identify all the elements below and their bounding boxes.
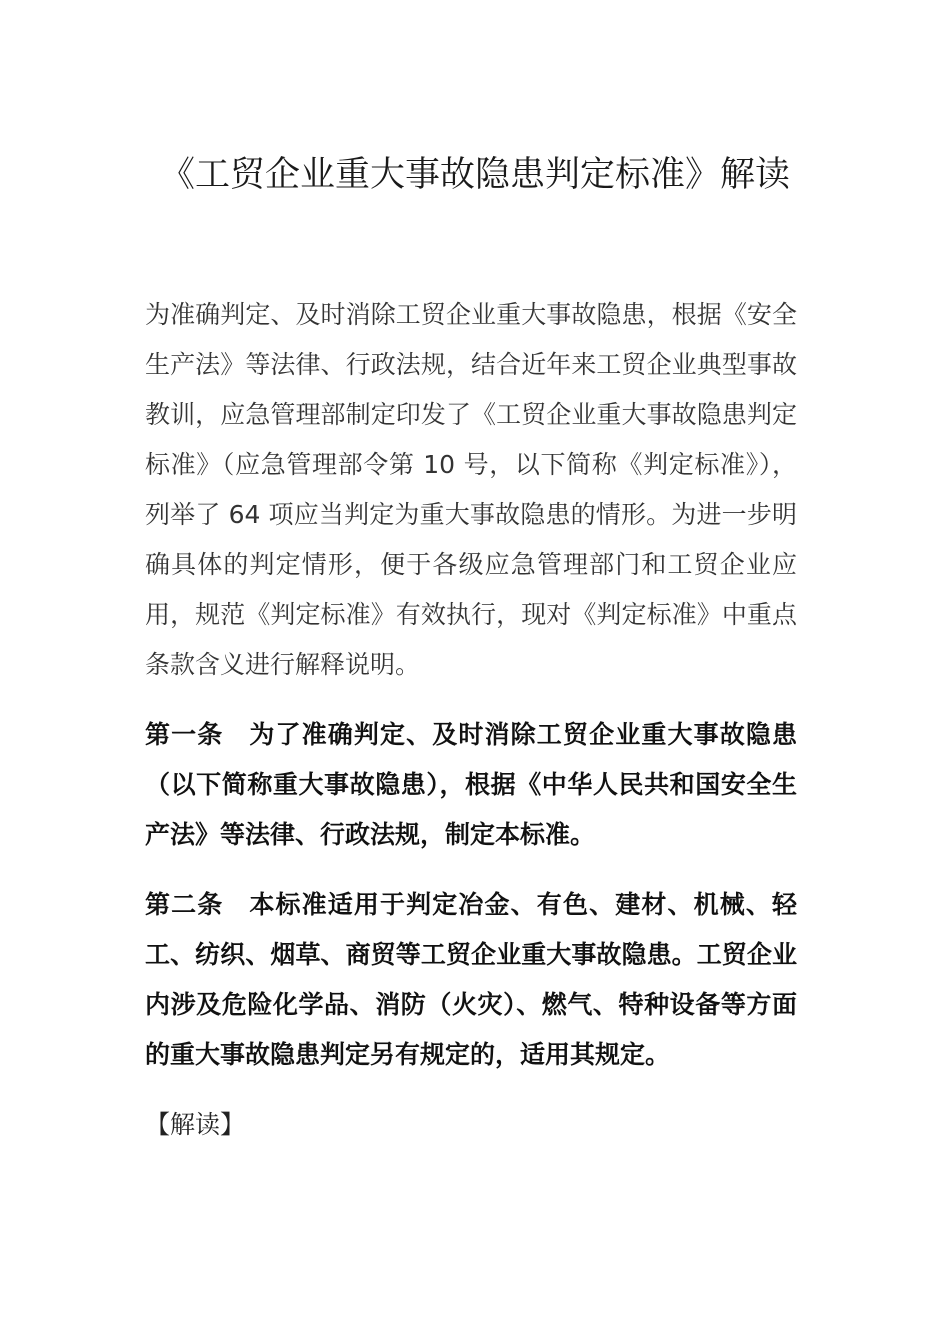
article-2-heading: 第二条	[145, 890, 224, 919]
intro-paragraph: 为准确判定、及时消除工贸企业重大事故隐患，根据《安全生产法》等法律、行政法规，结合近年来工贸企业典型事故教训，应急管理部制定印发了《工贸企业重大事故隐患判定标准》（应急管理部令第 10 号，以下简称《判定标准》），列举了 64 项应当判定为重大事故隐患的情形。为进一步明确具体的判定情形，便于各级应急管理部门和工贸企业应用，规范《判定标准》有效执行，现对《判定标准》中重点条款含义进行解释说明。	[145, 300, 797, 679]
reading-label: 【解读】	[145, 1110, 246, 1139]
document-title: 《工贸企业重大事故隐患判定标准》解读	[159, 155, 790, 195]
article-1-text: 为了准确判定、及时消除工贸企业重大事故隐患（以下简称重大事故隐患），根据《中华人民共和国安全生产法》等法律、行政法规，制定本标准。	[145, 720, 797, 849]
article-2-text: 本标准适用于判定冶金、有色、建材、机械、轻工、纺织、烟草、商贸等工贸企业重大事故隐患。工贸企业内涉及危险化学品、消防（火灾）、燃气、特种设备等方面的重大事故隐患判定另有规定的，适用其规定。	[145, 890, 797, 1069]
article-2	[145, 880, 797, 1080]
document-body	[145, 290, 797, 1150]
article-1-heading: 第一条	[145, 720, 224, 749]
article-1	[145, 710, 797, 860]
